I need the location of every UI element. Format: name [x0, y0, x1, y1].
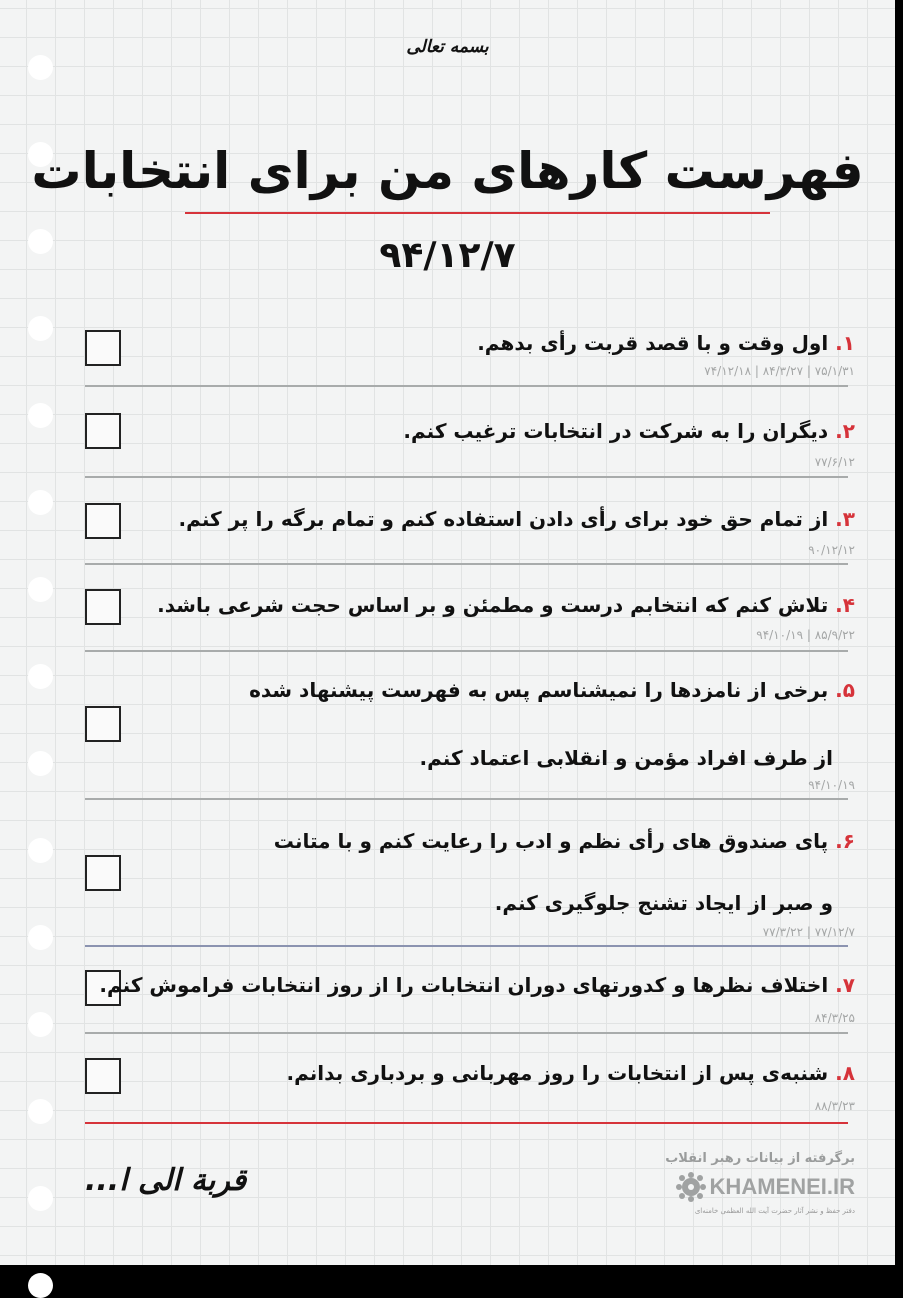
- item-line: شنبه‌ی پس از انتخابات را روز مهربانی و بردباری بدانم.: [286, 1061, 829, 1085]
- binder-hole: [28, 490, 53, 515]
- item-number: ۳.: [835, 507, 855, 531]
- item-dates: ۷۷/۶/۱۲: [814, 455, 855, 469]
- binder-hole: [28, 1186, 53, 1211]
- item-dates: ۷۵/۱/۳۱ | ۸۴/۳/۲۷ | ۷۴/۱۲/۱۸: [704, 364, 855, 378]
- item-divider: [85, 1032, 848, 1034]
- item-checkbox[interactable]: [85, 855, 121, 891]
- item-text: [420, 745, 834, 771]
- title-underline: [185, 212, 770, 214]
- item-text: [403, 418, 855, 444]
- item-dates: ۹۴/۱۰/۱۹: [808, 778, 855, 792]
- item-line: پای صندوق های رأی نظم و ادب را رعایت کنم و با متانت: [273, 829, 829, 853]
- item-line: و صبر از ایجاد تشنج جلوگیری کنم.: [494, 891, 833, 915]
- item-dates: ۹۰/۱۲/۱۲: [808, 543, 855, 557]
- binder-hole: [28, 1099, 53, 1124]
- binder-hole: [28, 1012, 53, 1037]
- item-divider: [85, 798, 848, 800]
- item-divider: [85, 385, 848, 387]
- basmala: بسمه تعالی: [406, 37, 489, 57]
- item-divider: [85, 563, 848, 565]
- poster-date: ۹۴/۱۲/۷: [379, 235, 516, 276]
- item-number: ۶.: [835, 829, 855, 853]
- item-text: [179, 506, 855, 532]
- item-text: [477, 330, 855, 356]
- item-line: اول وقت و با قصد قربت رأی بدهم.: [477, 331, 829, 355]
- item-line: اختلاف نظرها و کدورتهای دوران انتخابات را از روز انتخابات فراموش کنم.: [99, 973, 829, 997]
- binder-hole: [28, 838, 53, 863]
- item-divider: [85, 476, 848, 478]
- item-checkbox[interactable]: [85, 706, 121, 742]
- binder-hole: [28, 751, 53, 776]
- item-dates: ۸۴/۳/۲۵: [814, 1011, 855, 1025]
- item-line: برخی از نامزدها را نمیشناسم پس به فهرست پیشنهاد شده: [249, 678, 829, 702]
- item-line: از طرف افراد مؤمن و انقلابی اعتماد کنم.: [419, 746, 833, 770]
- item-line: دیگران را به شرکت در انتخابات ترغیب کنم.: [403, 419, 829, 443]
- item-dates: ۸۸/۳/۲۳: [814, 1099, 855, 1113]
- item-divider: [85, 650, 848, 652]
- item-line: از تمام حق خود برای رأی دادن استفاده کنم و تمام برگه را پر کنم.: [178, 507, 829, 531]
- logo-emblem-icon: [674, 1172, 708, 1202]
- item-text: [274, 828, 855, 854]
- binder-hole: [28, 925, 53, 950]
- item-number: ۲.: [835, 419, 855, 443]
- binder-hole: [28, 577, 53, 602]
- item-checkbox[interactable]: [85, 589, 121, 625]
- page-title: فهرست کارهای من برای انتخابات: [31, 142, 864, 200]
- item-divider: [85, 1122, 848, 1124]
- item-checkbox[interactable]: [85, 413, 121, 449]
- binder-hole: [28, 403, 53, 428]
- item-dates: ۸۵/۹/۲۲ | ۹۴/۱۰/۱۹: [756, 628, 855, 642]
- item-text: [495, 890, 833, 916]
- binder-hole: [28, 316, 53, 341]
- item-number: ۸.: [835, 1061, 855, 1085]
- item-text: [99, 972, 855, 998]
- item-number: ۵.: [835, 678, 855, 702]
- item-number: ۴.: [835, 593, 855, 617]
- item-checkbox[interactable]: [85, 1058, 121, 1094]
- item-number: ۷.: [835, 973, 855, 997]
- binder-hole: [28, 1273, 53, 1298]
- item-text: [287, 1060, 855, 1086]
- item-line: تلاش کنم که انتخابم درست و مطمئن و بر اساس حجت شرعی باشد.: [157, 593, 829, 617]
- item-checkbox[interactable]: [85, 503, 121, 539]
- item-number: ۱.: [835, 331, 855, 355]
- item-dates: ۷۷/۱۲/۷ | ۷۷/۳/۲۲: [762, 925, 855, 939]
- source-text: برگرفته از بیانات رهبر انقلاب: [665, 1151, 855, 1166]
- khamenei-logo: [674, 1172, 855, 1202]
- logo-text: KHAMENEI.IR: [709, 1174, 855, 1199]
- closing-text: قربة الی ا...: [85, 1163, 247, 1198]
- item-divider: [85, 945, 848, 947]
- item-text: [249, 677, 855, 703]
- binder-hole: [28, 55, 53, 80]
- item-text: [157, 592, 855, 618]
- item-checkbox[interactable]: [85, 330, 121, 366]
- binder-hole: [28, 664, 53, 689]
- logo-subtitle: دفتر حفظ و نشر آثار حضرت آیت الله العظمی خامنه‌ای: [694, 1207, 855, 1215]
